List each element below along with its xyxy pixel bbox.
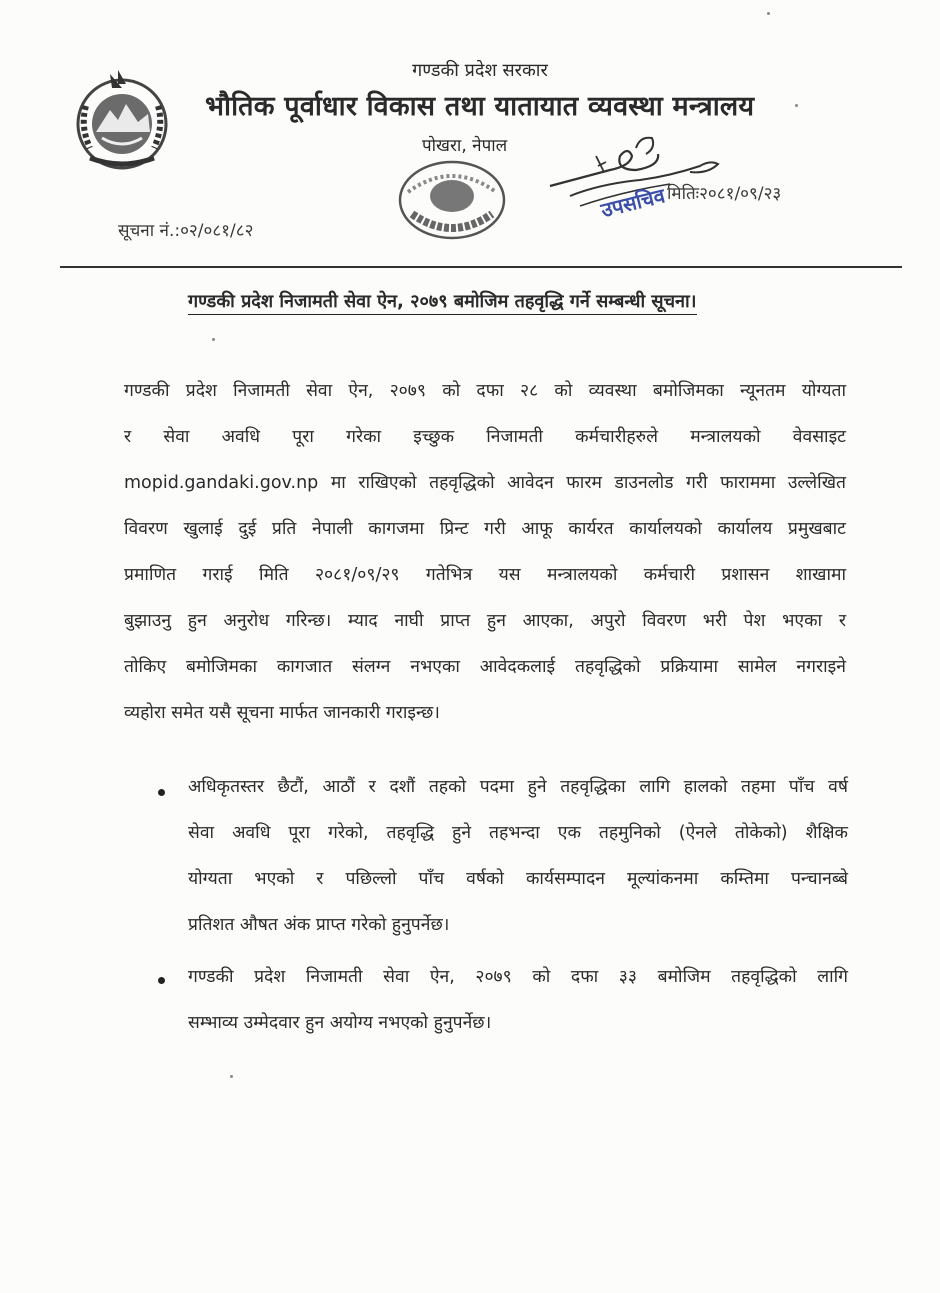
government-emblem-icon: [66, 66, 178, 178]
body-line: विवरण खुलाई दुई प्रति नेपाली कागजमा प्रिन्ट गरी आफू कार्यरत कार्यालयको कार्यालय प्रमुखबाट: [124, 519, 846, 539]
scan-speck: [230, 1075, 233, 1078]
body-line: प्रमाणित गराई मिति २०८१/०९/२९ गतेभित्र यस मन्त्रालयको कर्मचारी प्रशासन शाखामा: [124, 565, 846, 585]
header-divider: [60, 266, 902, 268]
body-line: र सेवा अवधि पूरा गरेका इच्छुक निजामती कर्मचारीहरुले मन्त्रालयको वेवसाइट: [124, 427, 846, 447]
bullet-line: प्रतिशत औषत अंक प्राप्त गरेको हुनुपर्नेछ।: [188, 915, 450, 935]
office-location: पोखरा, नेपाल: [422, 136, 508, 156]
notice-body: [124, 368, 846, 736]
notice-subject: गण्डकी प्रदेश निजामती सेवा ऐन, २०७९ बमोजिम तहवृद्धि गर्ने सम्बन्धी सूचना।: [188, 289, 697, 315]
body-line: व्यहोरा समेत यसै सूचना मार्फत जानकारी गराइन्छ।: [124, 703, 440, 723]
body-line: तोकिए बमोजिमका कागजात संलग्न नभएका आवेदकलाई तहवृद्धिको प्रक्रियामा सामेल नगराइने: [124, 657, 846, 677]
bullet-icon: [158, 977, 165, 984]
bullet-item-candidacy: [188, 954, 848, 1046]
government-name: गण्डकी प्रदेश सरकार: [412, 60, 548, 81]
body-line: mopid.gandaki.gov.np मा राखिएको तहवृद्धिको आवेदन फारम डाउनलोड गरी फाराममा उल्लेखित: [124, 473, 846, 493]
bullet-line: सेवा अवधि पूरा गरेको, तहवृद्धि हुने तहभन्दा एक तहमुनिको (ऐनले तोकेको) शैक्षिक: [188, 823, 848, 843]
bullet-item-eligibility: [188, 764, 848, 948]
ministry-name: भौतिक पूर्वाधार विकास तथा यातायात व्यवस्था मन्त्रालय: [205, 91, 755, 122]
bullet-line: योग्यता भएको र पछिल्लो पाँच वर्षको कार्यसम्पादन मूल्यांकनमा कम्तिमा पन्चानब्बे: [188, 869, 848, 889]
notice-number: सूचना नं.:०२/०८१/८२: [118, 221, 254, 241]
bullet-icon: [158, 789, 165, 796]
scan-speck: [795, 104, 798, 107]
ministry-seal-icon: [396, 158, 508, 242]
body-line: गण्डकी प्रदेश निजामती सेवा ऐन, २०७९ को दफा २८ को व्यवस्था बमोजिमका न्यूनतम योग्यता: [124, 381, 846, 401]
notice-date: मितिः२०८१/०९/२३: [667, 184, 782, 204]
designation-stamp: उपसचिव: [598, 183, 668, 223]
bullet-line: गण्डकी प्रदेश निजामती सेवा ऐन, २०७९ को दफा ३३ बमोजिम तहवृद्धिको लागि: [188, 967, 848, 987]
scan-speck: [212, 338, 215, 341]
bullet-line: अधिकृतस्तर छैटौं, आठौं र दशौं तहको पदमा हुने तहवृद्धिका लागि हालको तहमा पाँच वर्ष: [188, 777, 848, 797]
scan-speck: [767, 12, 770, 15]
body-line: बुझाउनु हुन अनुरोध गरिन्छ। म्याद नाघी प्राप्त हुन आएका, अपुरो विवरण भरी पेश भएका र: [124, 611, 846, 631]
bullet-line: सम्भाव्य उम्मेदवार हुन अयोग्य नभएको हुनुपर्नेछ।: [188, 1013, 492, 1033]
